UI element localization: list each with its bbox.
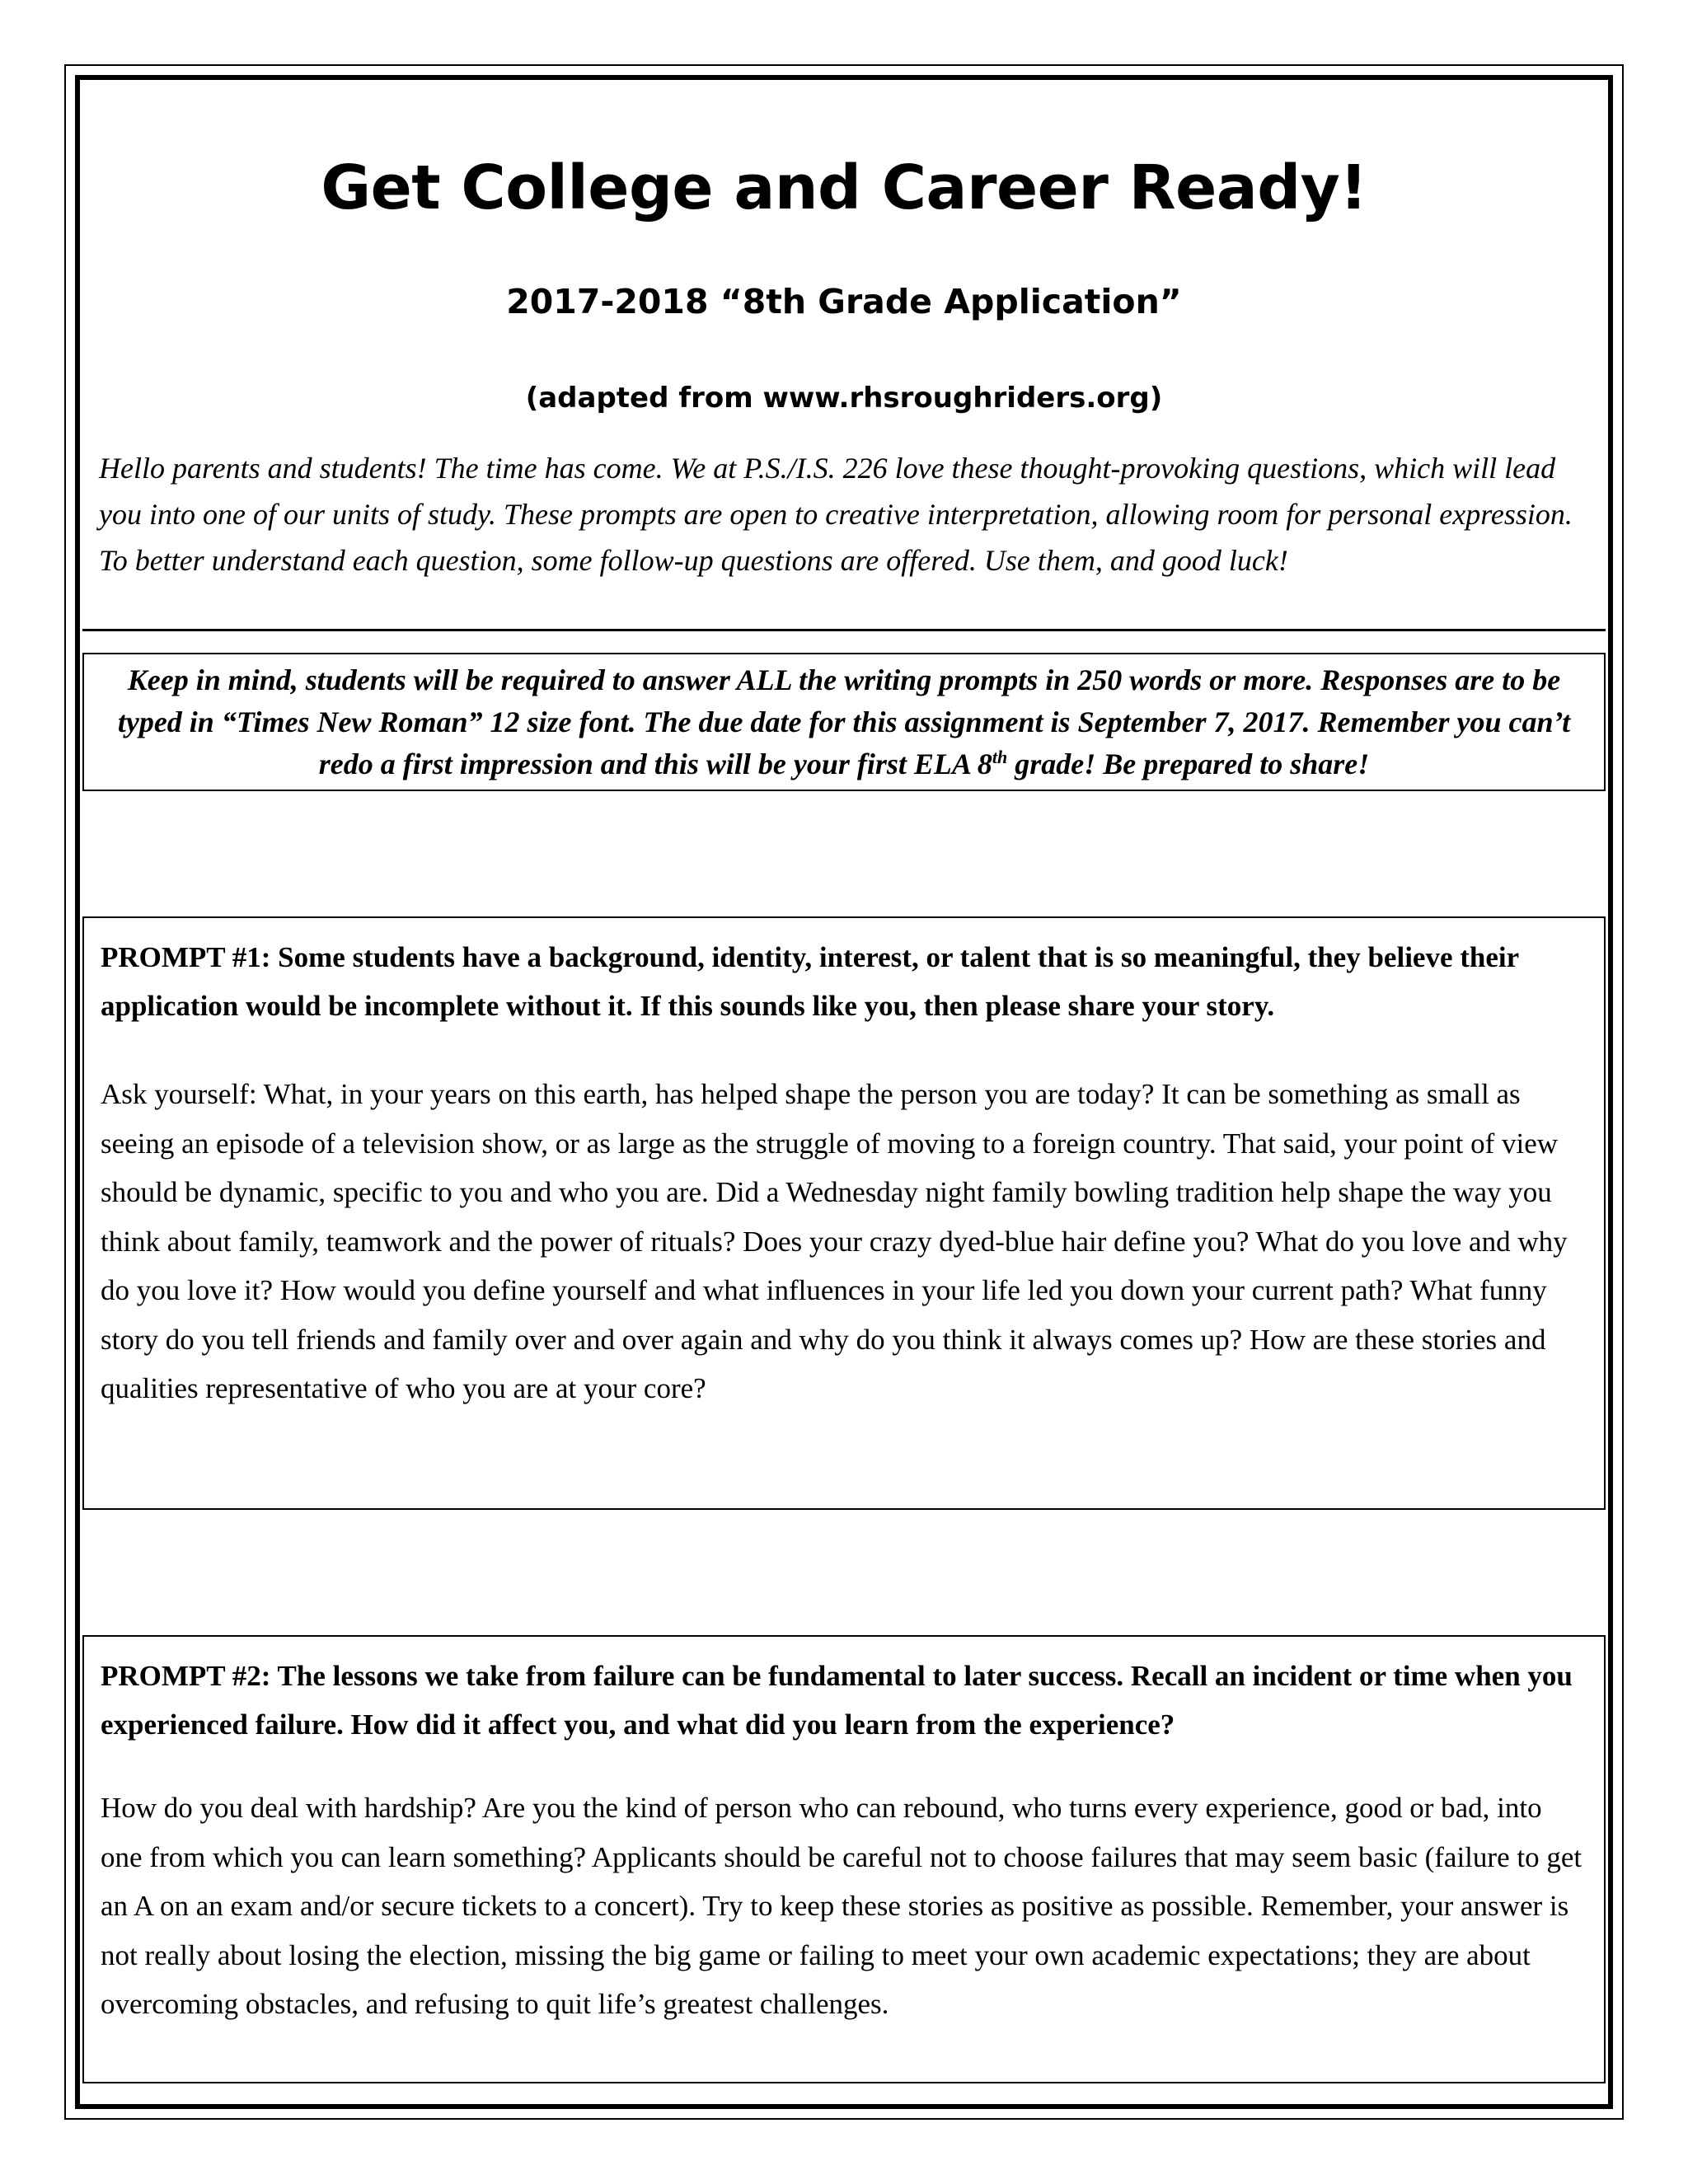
notice-box xyxy=(82,653,1606,791)
page-subtitle: 2017-2018 “8th Grade Application” xyxy=(506,282,1182,321)
notice-superscript: th xyxy=(992,747,1008,767)
prompt-2-body: How do you deal with hardship? Are you the kind of person who can rebound, who turns every experience, good or bad, into one from which you can learn something? Applicants should be careful not to choose failures that may seem basic (failure to get an A on an exam and/or secure tickets to a concert). Try to keep these stories as positive as possible. Remember, your answer is not really about losing the election, missing the big game or failing to meet your own academic expectations; they are about overcoming obstacles, and refusing to quit life’s greatest challenges. xyxy=(101,1792,1582,2020)
section-divider xyxy=(82,629,1606,631)
prompt-1-box xyxy=(82,916,1606,1510)
prompt-1-question: PROMPT #1: Some students have a background, identity, interest, or talent that is so meaningful, they believe their application would be incomplete without it. If this sounds like you, then please share your story. xyxy=(101,941,1519,1022)
intro-paragraph: Hello parents and students! The time has come. We at P.S./I.S. 226 love these thought-provoking questions, which will lead you into one of our units of study. These prompts are open to creative interpretation, allowing room for personal expression. To better understand each question, some follow-up questions are offered. Use them, and good luck! xyxy=(99,452,1573,577)
prompt-2-question: PROMPT #2: The lessons we take from failure can be fundamental to later success. Recall an incident or time when you experienced failure. How did it affect you, and what did you learn from the experience? xyxy=(101,1660,1573,1741)
prompt-2-box xyxy=(82,1635,1606,2083)
source-attribution: (adapted from www.rhsroughriders.org) xyxy=(525,382,1163,415)
prompt-1-body: Ask yourself: What, in your years on this earth, has helped shape the person you are today? It can be something as small as seeing an episode of a television show, or as large as the struggle of moving to a foreign country. That said, your point of view should be dynamic, specific to you and who you are. Did a Wednesday night family bowling tradition help shape the way you think about family, teamwork and the power of rituals? Does your crazy dyed-blue hair define you? What do you love and why do you love it? How would you define yourself and what influences in your life led you down your current path? What funny story do you tell friends and family over and over again and why do you think it always comes up? How are these stories and qualities representative of who you are at your core? xyxy=(101,1078,1568,1404)
notice-text: Keep in mind, students will be required to answer ALL the writing prompts in 250 words or more. Responses are to be typed in “Times New Roman” 12 size font. The due date for this assignment is September 7, 2017. Remember you can’t redo a first impression and this will be your first ELA 8 xyxy=(117,663,1571,780)
page-title: Get College and Career Ready! xyxy=(321,152,1367,223)
notice-text-end: grade! Be prepared to share! xyxy=(1007,748,1370,780)
